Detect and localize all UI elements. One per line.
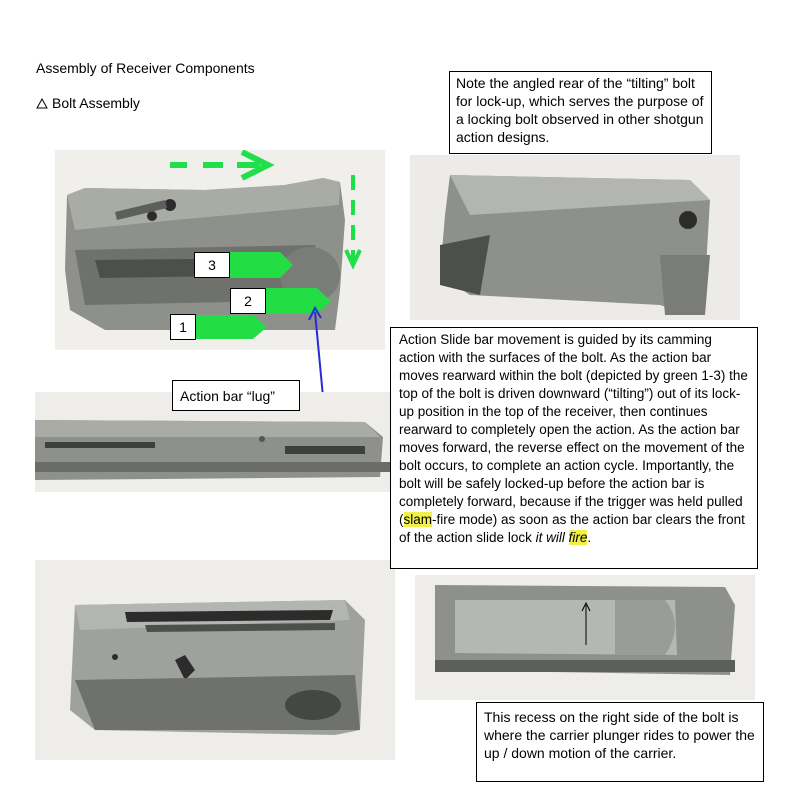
- action-slide-note: [390, 327, 758, 569]
- marker-2-label: 2: [230, 288, 266, 314]
- action-bar-lug-label: Action bar “lug”: [172, 380, 300, 411]
- recess-photo: [415, 575, 755, 700]
- it-will-text: it will: [535, 530, 569, 545]
- subtitle-text: Bolt Assembly: [52, 95, 140, 111]
- triangle-icon: [36, 98, 48, 109]
- recess-note: This recess on the right side of the bolt is where the carrier plunger rides to power the up / down motion of the carrier.: [476, 702, 764, 782]
- page-subtitle: [36, 95, 140, 111]
- action-slide-end: .: [587, 530, 592, 545]
- slam-highlight: slam: [403, 512, 433, 527]
- angled-rear-note: Note the angled rear of the “tilting” bolt for lock-up, which serves the purpose of a locking bolt observed in other shotgun action designs.: [449, 71, 712, 154]
- marker-1-label: 1: [170, 314, 196, 340]
- action-slide-text-2: mode) as soon as the action bar clears the front of the action slide lock: [399, 512, 745, 545]
- fire-mode-text: -fire: [432, 512, 456, 527]
- bolt-bottom-photo: [35, 560, 395, 760]
- fire-highlight: fire: [568, 530, 588, 545]
- marker-3-label: 3: [194, 252, 230, 278]
- marker-3-arrow: [230, 252, 293, 278]
- page-title: Assembly of Receiver Components: [36, 60, 255, 76]
- bolt-rear-photo: [410, 155, 740, 320]
- action-slide-text-1: Action Slide bar movement is guided by its camming action with the surfaces of the bolt. As the action bar moves rearward within the bolt (depicted by green 1-3) the top of the bolt is driven downward (“tilting”) out of its lock-up position in the top of the receiver, then continues rearward to completely open the action. As the action bar moves forward, the reverse effect on the movement of the bolt occurs, to complete an action cycle. Importantly, the bolt will be safely locked-up before the action bar is completely forward, because if the trigger was held pulled (: [399, 332, 748, 527]
- marker-1-arrow: [195, 315, 267, 339]
